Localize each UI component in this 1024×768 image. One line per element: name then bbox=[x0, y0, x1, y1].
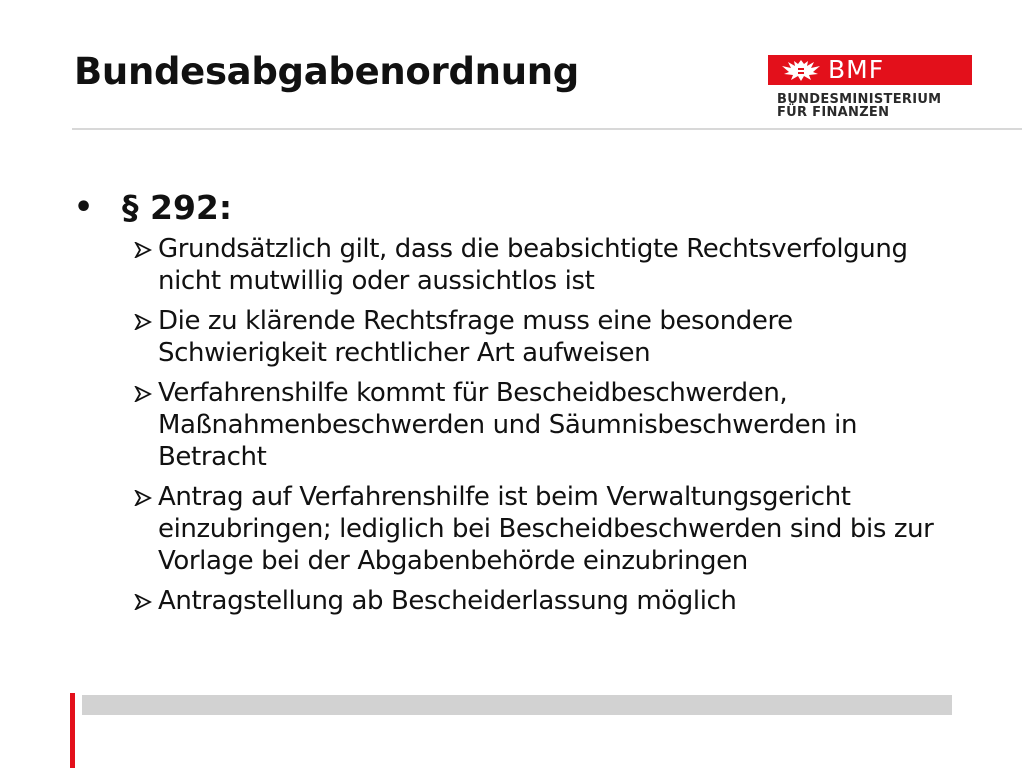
sub-bullet-text: Grundsätzlich gilt, dass die beabsichtigte Rechtsverfolgung nicht mutwillig oder aussichtlos ist bbox=[158, 234, 908, 296]
sub-bullet-item bbox=[74, 585, 954, 617]
footer-red-accent bbox=[70, 693, 75, 768]
sub-bullet-text: Die zu klärende Rechtsfrage muss eine besondere Schwierigkeit rechtlicher Art aufweisen bbox=[158, 306, 793, 368]
sub-bullet-item bbox=[74, 305, 954, 369]
arrowhead-bullet-icon bbox=[134, 242, 152, 258]
bullet-dot-icon: • bbox=[74, 190, 94, 225]
bmf-logo bbox=[768, 55, 972, 125]
title-divider bbox=[72, 128, 1022, 130]
sub-bullet-item bbox=[74, 233, 954, 297]
main-bullet-label: § 292: bbox=[122, 188, 233, 227]
logo-ministry-line2: FÜR FINANZEN bbox=[777, 105, 890, 120]
sub-bullet-text: Antrag auf Verfahrenshilfe ist beim Verwaltungsgericht einzubringen; lediglich bei Bescheidbeschwerden sind bis zur Vorlage bei der Abgabenbehörde einzubringen bbox=[158, 482, 934, 576]
slide-title: Bundesabgabenordnung bbox=[74, 50, 579, 93]
sub-bullet-item bbox=[74, 481, 954, 577]
arrowhead-bullet-icon bbox=[134, 314, 152, 330]
slide-content bbox=[74, 188, 954, 625]
logo-ministry-line1: BUNDESMINISTERIUM bbox=[777, 92, 942, 107]
arrowhead-bullet-icon bbox=[134, 594, 152, 610]
arrowhead-bullet-icon bbox=[134, 386, 152, 402]
logo-abbreviation: BMF bbox=[828, 55, 885, 84]
sub-bullet-text: Antragstellung ab Bescheiderlassung möglich bbox=[158, 586, 737, 616]
eagle-emblem-icon bbox=[778, 58, 824, 82]
footer-grey-bar bbox=[82, 695, 952, 715]
sub-bullet-list bbox=[74, 233, 954, 617]
main-bullet bbox=[74, 188, 954, 227]
arrowhead-bullet-icon bbox=[134, 490, 152, 506]
sub-bullet-item bbox=[74, 377, 954, 473]
sub-bullet-text: Verfahrenshilfe kommt für Bescheidbeschwerden, Maßnahmenbeschwerden und Säumnisbeschwerden in Betracht bbox=[158, 378, 858, 472]
